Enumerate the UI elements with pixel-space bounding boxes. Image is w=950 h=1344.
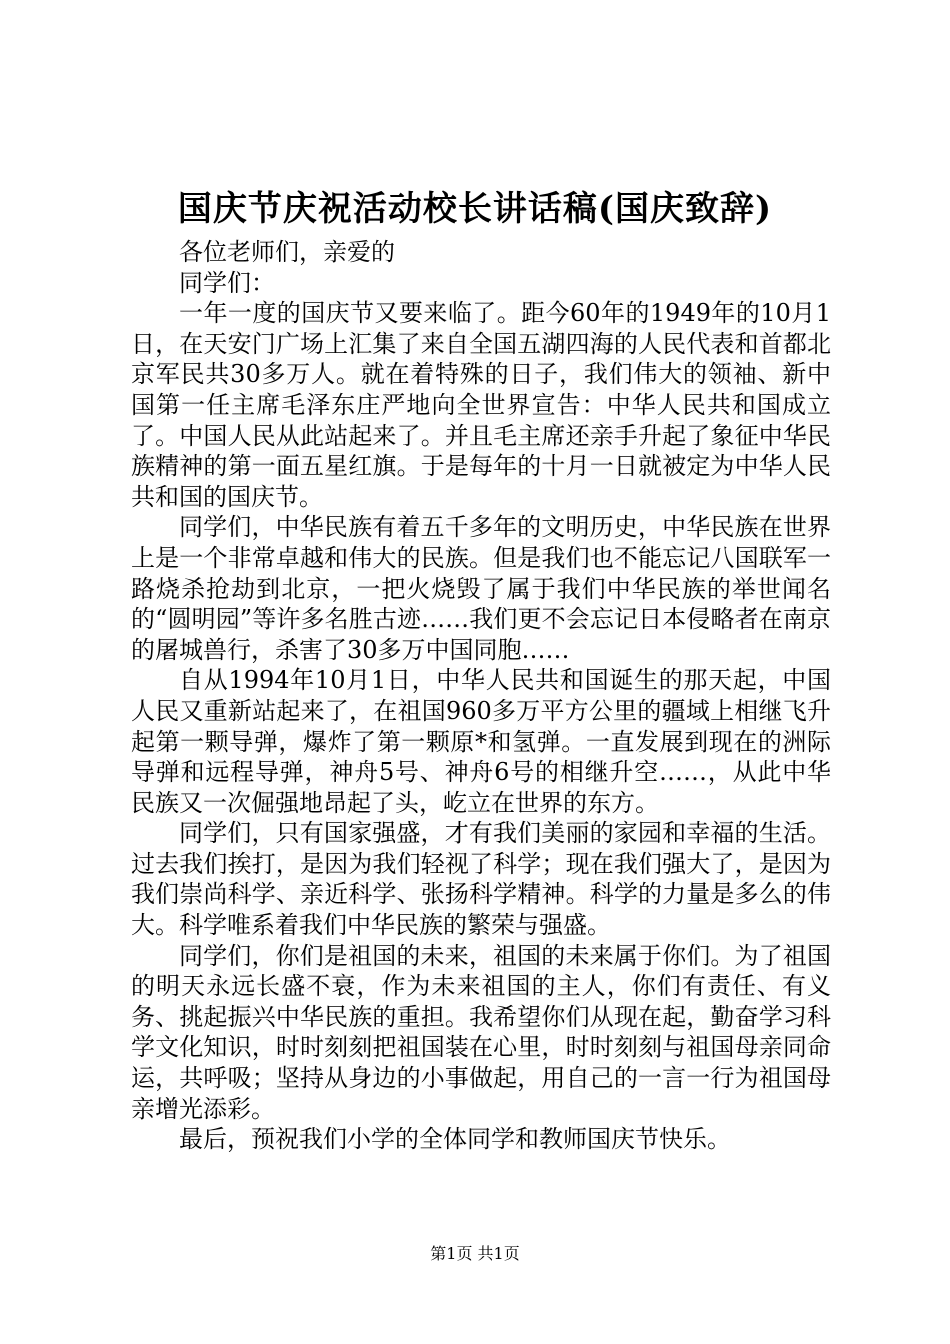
- document-body: [131, 237, 831, 1155]
- body-paragraph: 自从1994年10月1日，中华人民共和国诞生的那天起，中国人民又重新站起来了，在祖国960多万平方公里的疆域上相继飞升起第一颗导弹，爆炸了第一颗原*和氢弹。一直发展到现在的洲际导弹和远程导弹，神舟5号、神舟6号的相继升空……，从此中华民族又一次倔强地昂起了头，屹立在世界的东方。: [131, 666, 831, 817]
- body-paragraph: 同学们，只有国家强盛，才有我们美丽的家园和幸福的生活。过去我们挨打，是因为我们轻视了科学；现在我们强大了，是因为我们崇尚科学、亲近科学、张扬科学精神。科学的力量是多么的伟大。科学唯系着我们中华民族的繁荣与强盛。: [131, 819, 831, 940]
- salutation-line: 各位老师们，亲爱的: [179, 238, 395, 266]
- body-paragraph: 同学们，你们是祖国的未来，祖国的未来属于你们。为了祖国的明天永远长盛不衰，作为未来祖国的主人，你们有责任、有义务、挑起振兴中华民族的重担。我希望你们从现在起，勤奋学习科学文化知识，时时刻刻把祖国装在心里，时时刻刻与祖国母亲同命运，共呼吸；坚持从身边的小事做起，用自己的一言一行为祖国母亲增光添彩。: [131, 941, 831, 1123]
- page-footer: 第1页 共1页: [430, 1244, 520, 1263]
- body-paragraph: 最后，预祝我们小学的全体同学和教师国庆节快乐。: [179, 1125, 731, 1154]
- body-paragraph: 同学们，中华民族有着五千多年的文明历史，中华民族在世界上是一个非常卓越和伟大的民族。但是我们也不能忘记八国联军一路烧杀抢劫到北京，一把火烧毁了属于我们中华民族的举世闻名的“圆明园”等许多名胜古迹……我们更不会忘记日本侵略者在南京的屠城兽行，杀害了30多万中国同胞……: [131, 513, 831, 664]
- document-title: 国庆节庆祝活动校长讲话稿(国庆致辞): [177, 189, 773, 229]
- salutation-line: 同学们：: [179, 268, 275, 297]
- body-paragraph: 一年一度的国庆节又要来临了。距今60年的1949年的10月1日，在天安门广场上汇集了来自全国五湖四海的人民代表和首都北京军民共30多万人。就在着特殊的日子，我们伟大的领袖、新中国第一任主席毛泽东庄严地向全世界宣告：中华人民共和国成立了。中国人民从此站起来了。并且毛主席还亲手升起了象征中华民族精神的第一面五星红旗。于是每年的十月一日就被定为中华人民共和国的国庆节。: [131, 299, 831, 511]
